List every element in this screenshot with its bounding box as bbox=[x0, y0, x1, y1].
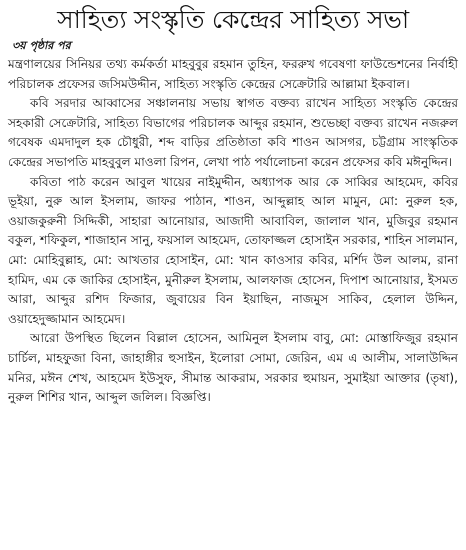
article-paragraph-2: কবি সরদার আব্বাসের সঞ্চালনায় সভায় স্বাগত বক্তব্য রাখেন সাহিত্য সংস্কৃতি কেন্দ্রের সহকারী সেক্রেটারি, সাহিত্য বিভাগের পরিচালক আব্দুর রহমান, শুভেচ্ছা বক্তব্য রাখেন নজরুল গবেষক এমদাদুল হক চৌধুরী, শব্দ বাড়ির প্রতিষ্ঠাতা কবি শাওন আসগর, চট্টগ্রাম সাংস্কৃতিক কেন্দ্রের সভাপতি মাহবুবুল মাওলা রিপন, লেখা পাঠ পর্যালোচনা করেন প্রফেসর কবি মঈনুদ্দিন। bbox=[8, 96, 458, 169]
article-headline: সাহিত্য সংস্কৃতি কেন্দ্রের সাহিত্য সভা bbox=[57, 5, 409, 34]
article-paragraph-3: কবিতা পাঠ করেন আবুল খায়ের নাইমুদ্দীন, অধ্যাপক আর কে সাব্বির আহমেদ, কবির ভূইয়া, নুরু আল ইসলাম, জাফর পাঠান, শাওন, আব্দুল্লাহ আল মামুন, মো: নুরুল হক, ওয়াজকুরুনী সিদ্দিকী, সাহারা আনোয়ার, আজাদী আবাবিল, জালাল খান, মুজিবুর রহমান বকুল, শফিকুল, শাজাহান সানু, ফয়সাল আহমেদ, তোফাজ্জল হোসাইন সরকার, শাহিন সালমান, মো: মোহিবুল্লাহ, মো: আখতার হোসাইন, মো: খান কাওসার কবির, মর্শিদ উল আলম, রানা হামিদ, এম কে জাকির হোসাইন, মুনীরুল ইসলাম, আলফাজ হোসেন, দিপাশ আনোয়ার, ইসমত আরা, আব্দুর রশিদ ফিজার, জুবায়ের বিন ইয়াছিন, নাজমুস সাকিব, হেলাল উদ্দিন, ওয়াহেদুজ্জামান আহমেদ। bbox=[8, 174, 458, 326]
continued-from-note: ৩য় পৃষ্ঠার পর bbox=[12, 39, 71, 52]
article-paragraph-4: আরো উপস্থিত ছিলেন বিল্লাল হোসেন, আমিনুল ইসলাম বাবু, মো: মোস্তাফিজুর রহমান চার্চিল, মাহফুজা বিনা, জাহাঙ্গীর হুসাইন, ইলোরা সোমা, জেরিন, এম এ আলীম, সালাউদ্দিন মনির, মঈন শেখ, আহমেদ ইউসুফ, সীমান্ত আকরাম, সরকার হুমায়ন, সুমাইয়া আক্তার (তৃষা), নুরুল শিশির খান, আব্দুল জলিল। বিজ্ঞপ্তি। bbox=[8, 331, 458, 405]
article-paragraph-1: মন্ত্রণালয়ের সিনিয়র তথ্য কর্মকর্তা মাহবুবুর রহমান তুহিন, ফররুখ গবেষণা ফাউন্ডেশনের নির্বাহী পরিচালক প্রফেসর জসিমউদ্দীন, সাহিত্য সংস্কৃতি কেন্দ্রের সেক্রেটারি আল্লামা ইকবাল। bbox=[8, 57, 458, 91]
